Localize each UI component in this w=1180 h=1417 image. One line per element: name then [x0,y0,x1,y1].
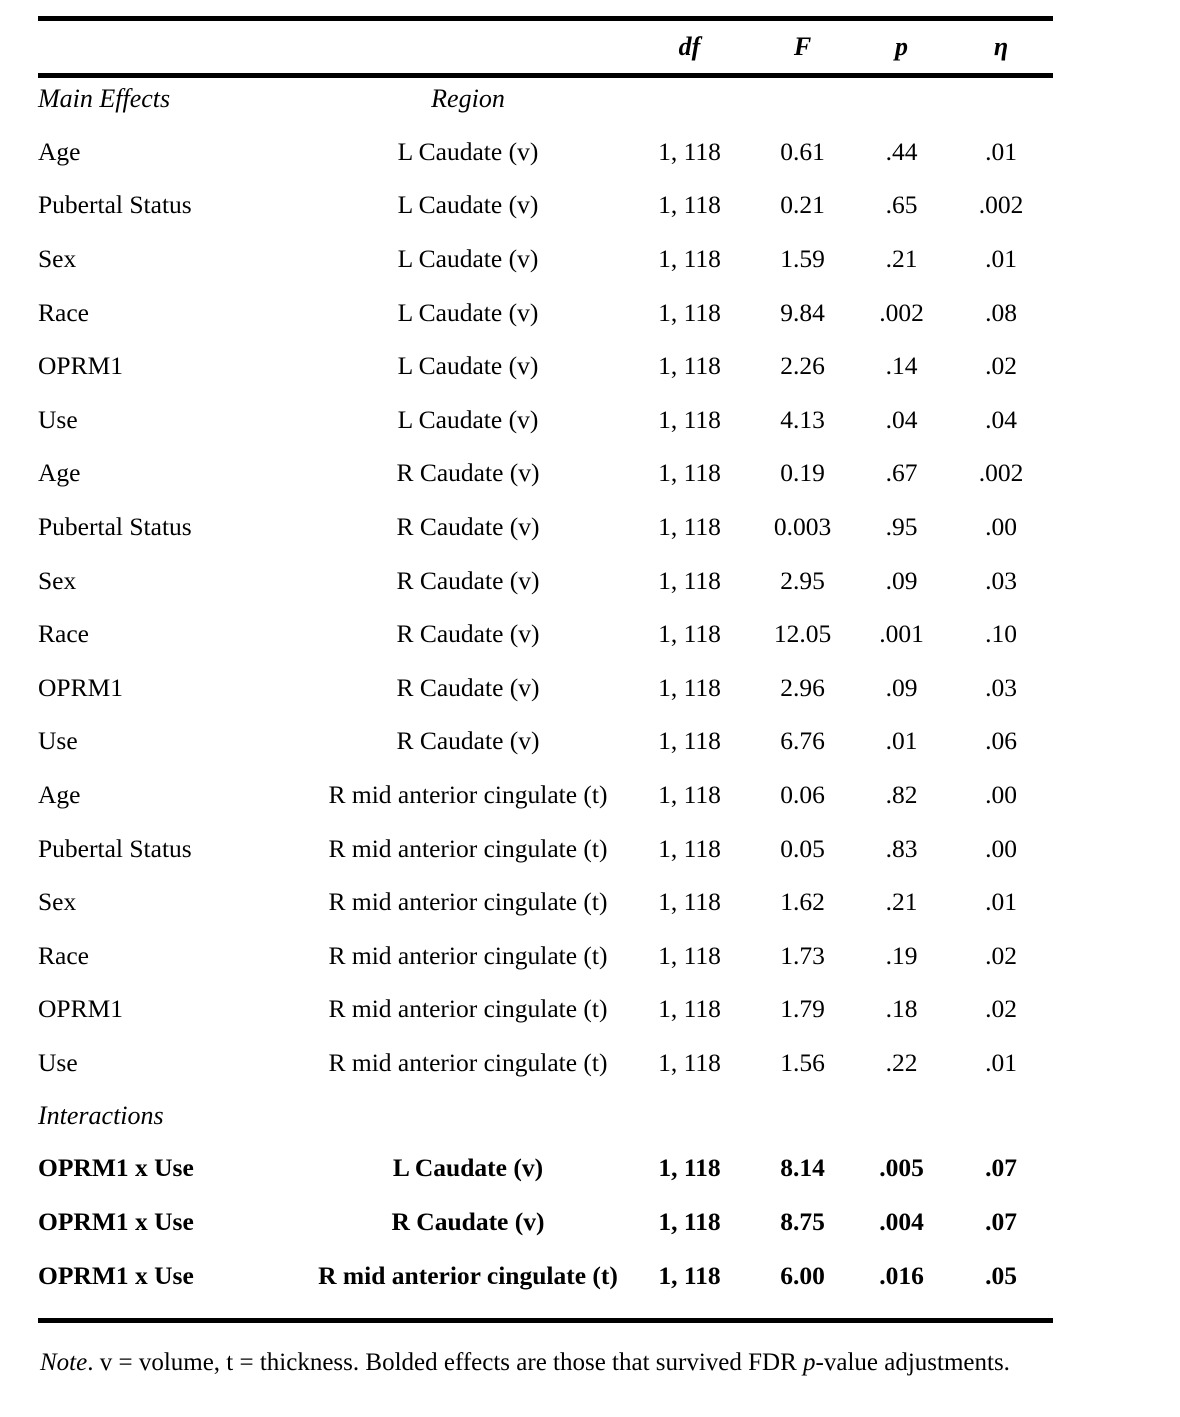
cell-effect: Age [38,458,81,488]
cell-effect: Use [38,404,78,434]
cell-region: L Caudate (v) [392,1153,544,1183]
cell-p: .19 [885,940,918,970]
cell-effect: Age [38,136,81,166]
table-header-row [38,21,1053,73]
table-row [38,339,1053,393]
cell-df: 1, 118 [658,619,721,649]
cell-p: .21 [885,887,918,917]
cell-df: 1, 118 [658,136,721,166]
cell-F: 0.05 [780,833,825,863]
cell-region: R mid anterior cingulate (t) [328,779,608,809]
cell-p: .002 [879,297,924,327]
table-row [38,447,1053,501]
cell-df: 1, 118 [658,672,721,702]
cell-effect: OPRM1 x Use [38,1153,194,1183]
cell-df: 1, 118 [658,1207,721,1237]
cell-p: .44 [885,136,918,166]
cell-p: .01 [885,726,918,756]
cell-eta: .00 [985,779,1017,809]
column-header-effect [38,21,308,73]
cell-df: 1, 118 [658,1260,721,1290]
cell-df: 1, 118 [658,297,721,327]
group-label-effect: Main Effects [38,84,171,113]
cell-F: 0.21 [780,190,825,220]
cell-eta: .04 [985,404,1017,434]
table-row [38,875,1053,929]
cell-df: 1, 118 [658,940,721,970]
table-row [38,125,1053,179]
cell-F: 4.13 [780,404,825,434]
cell-eta: .05 [985,1260,1017,1290]
cell-F: 0.61 [780,136,825,166]
cell-df: 1, 118 [658,458,721,488]
table-bottom-rule [38,1318,1053,1323]
cell-effect: Sex [38,887,77,917]
table-row [38,929,1053,983]
cell-p: .004 [879,1207,924,1237]
cell-p: .016 [879,1260,924,1290]
cell-region: L Caudate (v) [397,136,539,166]
table-note [40,1348,1150,1378]
cell-F: 1.59 [780,243,825,273]
cell-F: 1.79 [780,994,825,1024]
group-label-row-interactions [38,1090,1053,1142]
cell-eta: .00 [985,833,1017,863]
cell-effect: OPRM1 x Use [38,1260,194,1290]
cell-F: 8.14 [780,1153,825,1183]
table-row [38,179,1053,233]
table-row [38,1142,1053,1196]
cell-eta: .002 [978,458,1024,488]
cell-region: R mid anterior cingulate (t) [328,940,608,970]
table-row [38,607,1053,661]
cell-p: .67 [885,458,918,488]
group-label-spacer [854,73,949,125]
group-label-region: Region [431,84,505,113]
cell-p: .95 [885,511,918,541]
table-row [38,1036,1053,1090]
note-italic-p: p [803,1349,816,1376]
group-label-region [308,1090,628,1142]
column-header-eta: η [993,32,1009,61]
group-label-spacer [949,73,1053,125]
group-label-spacer [628,73,751,125]
cell-df: 1, 118 [658,726,721,756]
cell-effect: OPRM1 [38,994,124,1024]
cell-region: R Caudate (v) [396,565,540,595]
cell-effect: Use [38,1047,78,1077]
group-label-row-main-effects [38,73,1053,125]
cell-df: 1, 118 [658,994,721,1024]
table-row [38,286,1053,340]
cell-df: 1, 118 [658,351,721,381]
cell-eta: .02 [985,994,1017,1024]
cell-region: L Caudate (v) [397,297,539,327]
group-label-spacer [751,1090,854,1142]
cell-F: 0.003 [773,511,832,541]
table-row [38,1249,1053,1303]
cell-eta: .002 [978,190,1024,220]
column-header-f: F [793,32,812,61]
cell-region: R mid anterior cingulate (t) [328,994,608,1024]
cell-F: 0.06 [780,779,825,809]
cell-effect: Sex [38,243,77,273]
cell-effect: Pubertal Status [38,190,192,220]
cell-p: .21 [885,243,918,273]
column-header-df: df [678,32,701,61]
cell-eta: .01 [985,1047,1017,1077]
cell-region: L Caudate (v) [397,190,539,220]
cell-effect: OPRM1 [38,351,124,381]
table-row [38,768,1053,822]
column-header-p: p [895,32,908,61]
note-tail: -value adjustments. [815,1349,1010,1376]
cell-df: 1, 118 [658,1153,721,1183]
anova-results-table [38,21,1053,1302]
cell-df: 1, 118 [658,190,721,220]
cell-df: 1, 118 [658,565,721,595]
cell-region: R Caudate (v) [396,726,540,756]
column-header-region [308,21,628,73]
cell-p: .001 [879,619,924,649]
cell-p: .09 [885,672,918,702]
cell-p: .14 [885,351,918,381]
cell-df: 1, 118 [658,511,721,541]
cell-F: 2.96 [780,672,825,702]
cell-df: 1, 118 [658,1047,721,1077]
group-label-spacer [751,73,854,125]
cell-eta: .07 [985,1153,1017,1183]
group-label-spacer [628,1090,751,1142]
cell-effect: Race [38,940,89,970]
cell-eta: .03 [985,565,1017,595]
cell-effect: OPRM1 x Use [38,1207,194,1237]
cell-effect: Race [38,619,89,649]
cell-effect: Use [38,726,78,756]
table-row [38,983,1053,1037]
cell-F: 12.05 [773,619,832,649]
cell-region: L Caudate (v) [397,404,539,434]
cell-eta: .10 [985,619,1017,649]
note-label: Note [40,1349,88,1376]
cell-p: .005 [879,1153,924,1183]
cell-region: R Caudate (v) [396,619,540,649]
cell-region: R mid anterior cingulate (t) [318,1260,618,1290]
table-row [38,822,1053,876]
cell-region: R Caudate (v) [396,511,540,541]
cell-p: .83 [885,833,918,863]
cell-p: .65 [885,190,918,220]
cell-F: 1.62 [780,887,825,917]
cell-eta: .01 [985,136,1017,166]
cell-eta: .01 [985,887,1017,917]
cell-F: 6.76 [780,726,825,756]
table-row [38,500,1053,554]
cell-eta: .00 [985,511,1017,541]
cell-region: R Caudate (v) [396,458,540,488]
cell-eta: .02 [985,940,1017,970]
table-body [38,73,1053,1302]
cell-eta: .06 [985,726,1017,756]
cell-region: R Caudate (v) [396,672,540,702]
cell-p: .82 [885,779,918,809]
cell-F: 1.56 [780,1047,825,1077]
note-body: . v = volume, t = thickness. Bolded effects are those that survived FDR [87,1349,804,1376]
cell-F: 2.26 [780,351,825,381]
table-row [38,554,1053,608]
cell-eta: .02 [985,351,1017,381]
group-label-spacer [854,1090,949,1142]
cell-F: 9.84 [780,297,825,327]
table-row [38,393,1053,447]
cell-eta: .08 [985,297,1017,327]
cell-eta: .01 [985,243,1017,273]
cell-region: L Caudate (v) [397,351,539,381]
cell-eta: .03 [985,672,1017,702]
table-row [38,232,1053,286]
cell-p: .04 [885,404,918,434]
cell-effect: Pubertal Status [38,833,192,863]
cell-effect: Race [38,297,89,327]
cell-region: R Caudate (v) [391,1207,545,1237]
cell-effect: OPRM1 [38,672,124,702]
cell-df: 1, 118 [658,833,721,863]
table-row [38,1195,1053,1249]
cell-region: R mid anterior cingulate (t) [328,1047,608,1077]
cell-p: .18 [885,994,918,1024]
cell-F: 0.19 [780,458,825,488]
cell-df: 1, 118 [658,404,721,434]
table-header [38,21,1053,73]
cell-p: .09 [885,565,918,595]
table-row [38,661,1053,715]
cell-df: 1, 118 [658,779,721,809]
cell-region: R mid anterior cingulate (t) [328,887,608,917]
cell-eta: .07 [985,1207,1017,1237]
cell-df: 1, 118 [658,887,721,917]
cell-effect: Sex [38,565,77,595]
cell-F: 1.73 [780,940,825,970]
group-label-effect: Interactions [38,1100,164,1130]
cell-region: R mid anterior cingulate (t) [328,833,608,863]
cell-F: 2.95 [780,565,825,595]
cell-df: 1, 118 [658,243,721,273]
table-row [38,715,1053,769]
cell-F: 8.75 [780,1207,825,1237]
cell-effect: Pubertal Status [38,511,192,541]
cell-p: .22 [885,1047,918,1077]
cell-F: 6.00 [780,1260,825,1290]
cell-region: L Caudate (v) [397,243,539,273]
cell-effect: Age [38,779,81,809]
group-label-spacer [949,1090,1053,1142]
